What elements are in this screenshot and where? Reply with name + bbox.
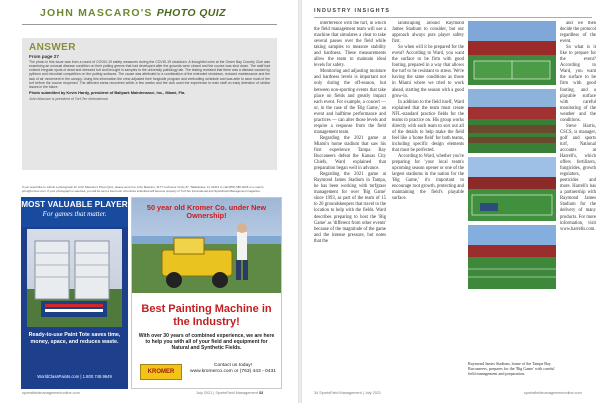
paragraph: and we then decide the protocol regardless of the event.: [560, 21, 596, 45]
answer-from: From page 27: [29, 54, 59, 59]
answer-box: [22, 38, 277, 170]
stadium-photo-stack: [468, 21, 556, 293]
article-column-3: [560, 21, 596, 301]
ad-body: Ready-to-use Paint Tote saves time, money, space, and reduces waste.: [28, 332, 121, 345]
kromer-machine-photo: [132, 198, 281, 293]
paragraph: In addition to the field itself, Ward explained that the team must create NFL-standard practice fields for the teams to practice on. His group works directly with each team to sort out all of the details to help make the field feel like a 'home field' for both teams, including specific design elements that must be perfected.: [392, 99, 464, 153]
stadium-photo: [468, 225, 556, 289]
ad-footer: WorldClassPaints.com | 1.800.748.9649: [37, 374, 112, 379]
photo-caption: Raymond James Stadium, home of the Tampa Bay Buccaneers, prepares for the 'Big Game' with careful field management and preparation.: [468, 361, 555, 377]
stadium-photo: [468, 157, 556, 221]
contact-info[interactable]: www.kromerco.com or (763) 443 - 0431: [190, 369, 276, 374]
paragraph: Regarding the 2021 game at Miami's home stadium that saw his first experience Tampa Bay Buccaneers defeat the Kansas City Chiefs, Ward explained that preparation began well in advance.: [314, 135, 386, 172]
article-column-1: [314, 21, 386, 387]
ad-body: With over 30 years of combined experience, we are here to help you with all of your field and equipment for Natural and Synthetic Fields.: [138, 333, 275, 352]
kromer-advertisement[interactable]: [131, 197, 282, 389]
answer-body: The photo in this issue was from a round of COVID-19 safety measures during the COVID-19 shutdown. A thoughtful crew at the Green Bay Country Club was examining an unusual disease condition on their putting greens that had developed after the grounds were closed and the course was shut down. The staff had noticed irregular spots of dead and stressed turf and brought in samples to the university pathology lab. The testing revealed that there was a disease caused by pythium and microbial competition on the putting surfaces. The cause was attributed to a combination of the extended shutdown, reduced maintenance and the lack of air movement in the canopy. Using this information the crew adjusted their fungicide program and verticutting schedule and was able to save most of the turf before the course reopened. The affected areas recovered within a few weeks and the club used the experience to train staff on early detection of similar issues in the future.: [29, 60, 270, 89]
paragraph: Monitoring and adjusting moisture and hardness levels is important not only during the off-season, but between non-sporting events that take place on fields and greatly impact each event. For example, a concert — or, in the case of the 'Big Game,' an event and halftime performance and practices — can alter those levels and require a response from the field management team.: [314, 69, 386, 135]
page-number: 33: [258, 391, 264, 395]
ad-title: Best Painting Machine in the Industry!: [141, 303, 272, 328]
answer-title: ANSWER: [29, 42, 76, 53]
editor-note: John Mascaro is president of Turf-Tec International: [29, 97, 108, 102]
ad-url[interactable]: WorldClassPaints.com: [37, 374, 80, 379]
paragraph: According to Ward, whether you're preparing for 'your local team's upcoming season opener or one of the largest stadiums in the nation for the 'Big Game,' it's important to encourage root growth, protecting and maintaining the field's playable surface.: [392, 154, 464, 202]
header-title: PHOTO QUIZ: [156, 7, 226, 19]
credit-label: Photo submitted by: [29, 90, 66, 96]
paint-tote-photo: [27, 229, 122, 327]
right-folio-url: sportsfieldmanagementonline.com: [524, 391, 582, 395]
paragraph: landscaping around Raymond James Stadium to consider, but our approach always puts player safety first.: [392, 21, 464, 45]
right-folio-issue: 34 SportsField Management | July 2021: [314, 391, 382, 395]
left-page: [0, 0, 298, 403]
article-column-2: [392, 21, 464, 387]
ad-headline: 50 year old Kromer Co. under New Ownership!: [146, 203, 267, 220]
header-rule: [314, 17, 592, 18]
header-rule: [22, 24, 277, 25]
paragraph: Steve Harris, CSCS, is manager, golf and sports turf, National accounts at Harrell's, which offers fertilizers, fungicides, growth regulators, pesticides and more. Harrell's has a partnership with Raymond James Stadium for the delivery of many products. For more information, visit www.harrells.com.: [560, 123, 596, 232]
paragraph: So when will it be prepared for the event? According to Ward, you want the surface to be firm with good footing, prepared in a way that allows the turf to be resistant to stress. We're having the same conditions as those in Miami where we tried to work ahead, starting the season with a good grow-in.: [392, 45, 464, 99]
header-prefix: JOHN MASCARO'S: [40, 7, 157, 19]
left-folio-url: sportsfieldmanagementonline.com: [22, 391, 80, 395]
stadium-photo: [468, 21, 556, 85]
contact-label: Contact us today!: [213, 363, 253, 368]
ad-contact: [188, 363, 278, 375]
industry-insights-header: INDUSTRY INSIGHTS: [314, 8, 391, 14]
submission-footnote: If you would like to submit a photograph for John Mascaro's Photo Quiz, please send it to John Mascaro, 3177 Lochmoor Circle #7, Tallahassee, FL 32312 or call (850) 580-4026 or e-mail to john@turf-tec.com. If your photograph is selected, you will be sent a free book. All entries submitted will become property of Turf-Tec International and SportsField Management magazine.: [22, 185, 264, 193]
paint-tote-illustration: [27, 229, 122, 327]
paragraph: Regarding the 2021 game at Raymond James Stadium in Tampa, he has been working with turfgrass management for over 'Big Game' since 1993, as part of the team of 15 to 20 groundskeepers that travel to the location to help with the fields. Ward describes preparing to host the 'Big Game' as 'different from other events' because of the magnitude of the game and the intense pressure, but notes that the: [314, 172, 386, 244]
stadium-photo: [468, 89, 556, 153]
answer-credit: [29, 91, 270, 96]
ad-title: MOST VALUABLE PLAYER: [21, 200, 128, 209]
credit-name: Kevin Hardy, president of Ballpark Maintenance, Inc., Miami, Fla.: [66, 90, 186, 96]
folio-issue: July 2021 | SportsField Management: [196, 391, 258, 395]
ad-subtitle: For games that matter.: [42, 210, 107, 218]
kromer-logo: KROMER: [140, 364, 182, 380]
ad-header: [21, 197, 128, 227]
ad-phone: 1.800.748.9649: [82, 374, 112, 379]
paragraph: So what is it like to prepare for the event? According to Ward, you want the surface to be firm with good footing, and a playable surface with careful monitoring of the weather and the conditions.: [560, 45, 596, 123]
photo-quiz-header: [40, 7, 226, 19]
right-page: [302, 0, 600, 403]
left-folio-issue: [196, 391, 263, 395]
paint-advertisement[interactable]: [21, 197, 128, 389]
paragraph: interference with the turf, in which the field management team will use a machine that simulates a cleat to take several passes over the field while taking samples to measure stability and hardness. These measurements allow the team to maintain ideal levels for safety.: [314, 21, 386, 69]
